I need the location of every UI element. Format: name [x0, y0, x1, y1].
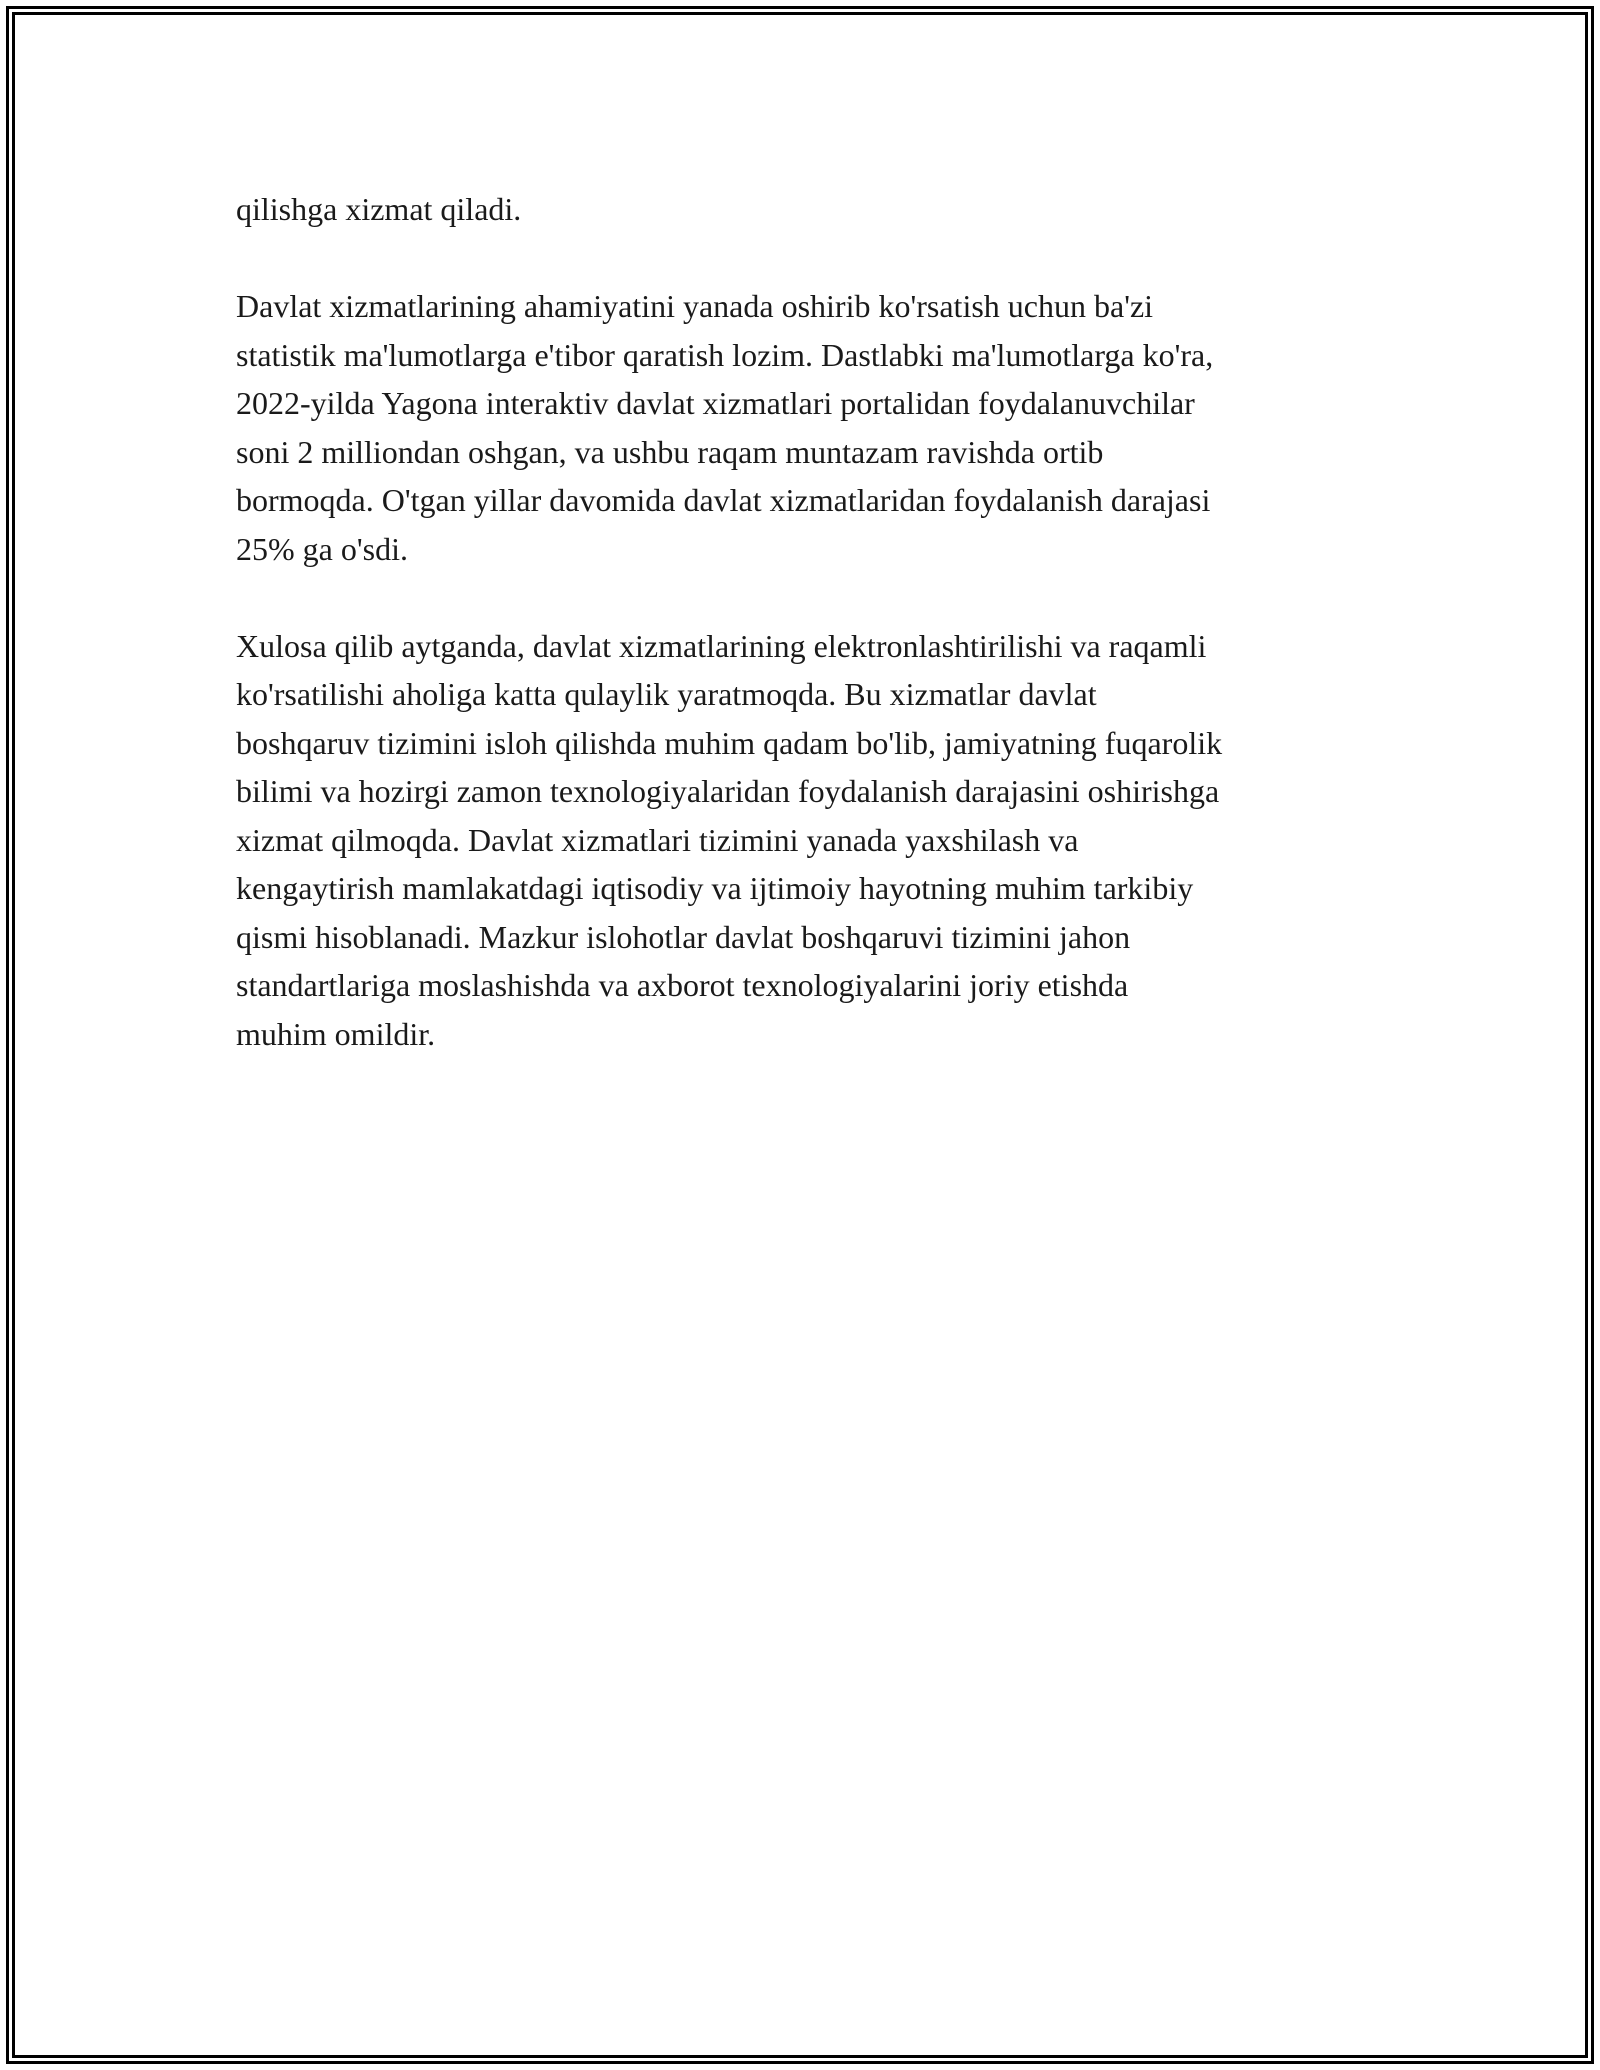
- paragraph-continuation: qilishga xizmat qiladi.: [236, 191, 522, 227]
- paragraph-conclusion: Xulosa qilib aytganda, davlat xizmatlarining elektronlashtirilishi va raqamli ko'rsatilishi aholiga katta qulaylik yaratmoqda. Bu xizmatlar davlat boshqaruv tizimini isloh qilishda muhim qadam bo'lib, jamiyatning fuqarolik bilimi va hozirgi zamon texnologiyalaridan foydalanish darajasini oshirishga xizmat qilmoqda. Davlat xizmatlari tizimini yanada yaxshilash va kengaytirish mamlakatdagi iqtisodiy va ijtimoiy hayotning muhim tarkibiy qismi hisoblanadi. Mazkur islohotlar davlat boshqaruvi tizimini jahon standartlariga moslashishda va axborot texnologiyalarini joriy etishda muhim omildir.: [236, 627, 1223, 1052]
- paragraph-statistics: Davlat xizmatlarining ahamiyatini yanada oshirib ko'rsatish uchun ba'zi statistik ma'lumotlarga e'tibor qaratish lozim. Dastlabki ma'lumotlarga ko'ra, 2022-yilda Yagona interaktiv davlat xizmatlari portalidan foydalanuvchilar soni 2 milliondan oshgan, va ushbu raqam muntazam ravishda ortib bormoqda. O'tgan yillar davomida davlat xizmatlaridan foydalanish darajasi 25% ga o'sdi.: [236, 288, 1214, 567]
- document-body: [236, 185, 1376, 1107]
